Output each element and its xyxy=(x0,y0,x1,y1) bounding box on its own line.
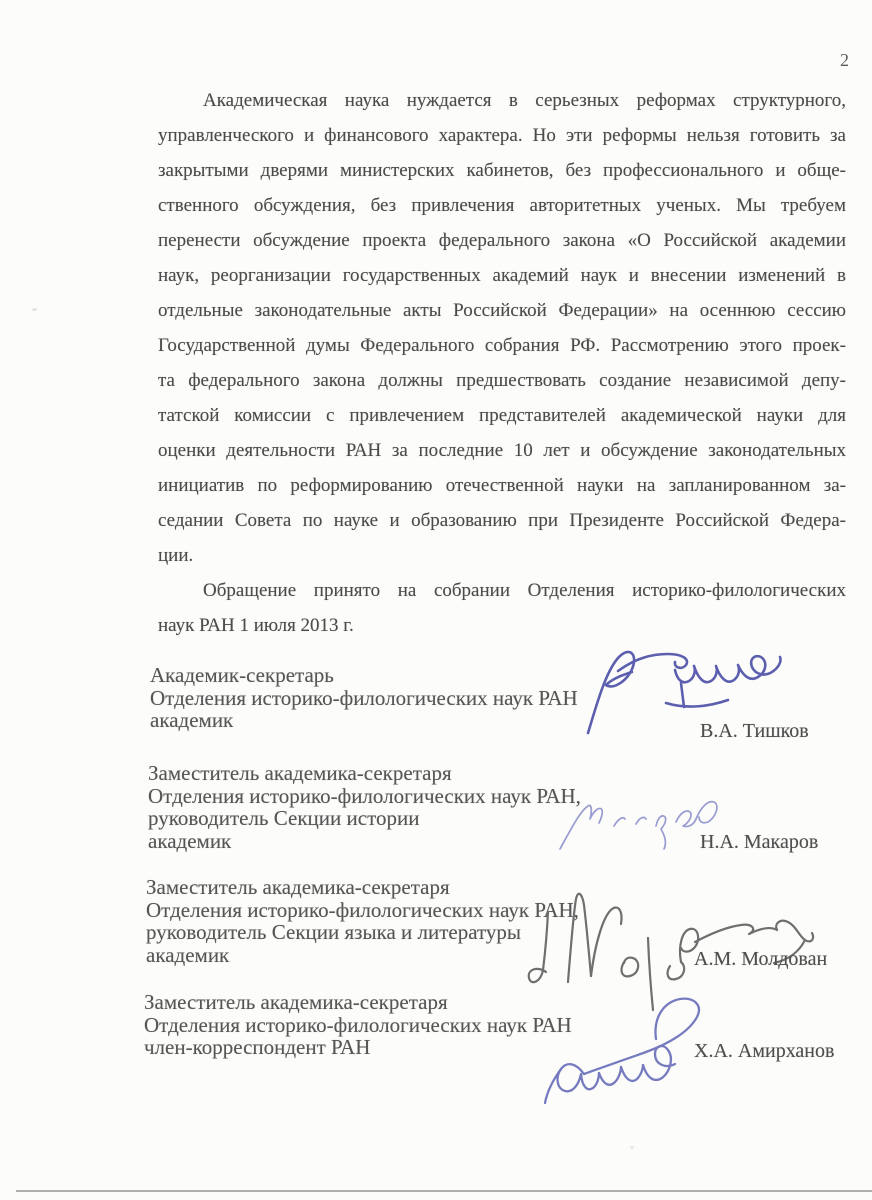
text-line: Академик-секретарь xyxy=(150,663,334,687)
scan-edge-line xyxy=(16,1190,872,1192)
text-line: Отделения историко-филологических наук РАН xyxy=(144,1012,572,1037)
text-line: та федерального закона должны предшествовать создание независимой депу- xyxy=(158,370,846,391)
text-line: Заместитель академика-секретаря xyxy=(144,990,448,1014)
text-line: член-корреспондент РАН xyxy=(144,1035,371,1059)
paragraph-appeal xyxy=(158,83,846,573)
signatory-title-tishkov xyxy=(150,664,578,732)
text-line: Академическая наука нуждается в серьезных реформах структурного, xyxy=(203,90,846,111)
text-line: закрытыми дверями министерских кабинетов, без профессионального и обще- xyxy=(158,160,846,181)
signatory-name-amirkhanov: Х.А. Амирханов xyxy=(694,1040,835,1062)
signatory-name-tishkov: В.А. Тишков xyxy=(700,720,809,742)
text-line: наук, реорганизации государственных академий наук и внесении изменений в xyxy=(158,265,846,286)
body-text xyxy=(158,83,846,643)
text-line: оценки деятельности РАН за последние 10 лет и обсуждение законодательных xyxy=(158,440,846,461)
text-line: Государственной думы Федерального собрания РФ. Рассмотрению этого проек- xyxy=(158,335,846,356)
signatory-name-makarov: Н.А. Макаров xyxy=(700,831,819,853)
signatory-name-moldovan: А.М. Молдован xyxy=(694,948,828,970)
signatory-title-moldovan xyxy=(146,876,579,966)
text-line: ции. xyxy=(158,545,194,566)
text-line: руководитель Секции истории xyxy=(148,806,420,830)
text-line: наук РАН 1 июля 2013 г. xyxy=(158,615,354,636)
page-number: 2 xyxy=(840,50,849,70)
amirkhanov-signature-strokes xyxy=(545,999,699,1103)
text-line: Обращение принято на собрании Отделения историко-филологических xyxy=(203,580,846,601)
text-line: Отделения историко-филологических наук РАН, xyxy=(146,897,579,922)
text-line: Заместитель академика-секретаря xyxy=(146,875,450,899)
text-line: татской комиссии с привлечением представителей академической науки для xyxy=(158,405,846,426)
amirkhanov-signature-icon xyxy=(538,995,713,1107)
text-line: Заместитель академика-секретаря xyxy=(148,761,452,785)
text-line: управленческого и финансового характера. Но эти реформы нельзя готовить за xyxy=(158,125,846,146)
text-line: перенести обсуждение проекта федерального закона «О Российской академии xyxy=(158,230,846,251)
paragraph-adoption xyxy=(158,573,846,643)
signatory-title-amirkhanov xyxy=(144,991,572,1059)
text-line: отдельные законодательные акты Российской Федерации» на осеннюю сессию xyxy=(158,300,846,321)
text-line: академик xyxy=(150,708,234,732)
text-line: инициатив по реформированию отечественной науки на запланированном за- xyxy=(158,475,846,496)
text-line: седании Совета по науке и образованию при Президенте Российской Федера- xyxy=(158,510,846,531)
text-line: Отделения историко-филологических наук РАН, xyxy=(148,783,581,808)
text-line: академик xyxy=(146,942,230,967)
scan-speck xyxy=(630,1146,634,1149)
text-line: руководитель Секции языка и литературы xyxy=(146,920,522,944)
text-line: академик xyxy=(148,828,232,853)
text-line: ственного обсуждения, без привлечения авторитетных ученых. Мы требуем xyxy=(158,195,846,216)
signatory-title-makarov xyxy=(148,762,581,852)
text-line: Отделения историко-филологических наук РАН xyxy=(150,685,578,710)
scan-speck xyxy=(32,308,37,311)
makarov-signature-strokes xyxy=(560,802,717,849)
